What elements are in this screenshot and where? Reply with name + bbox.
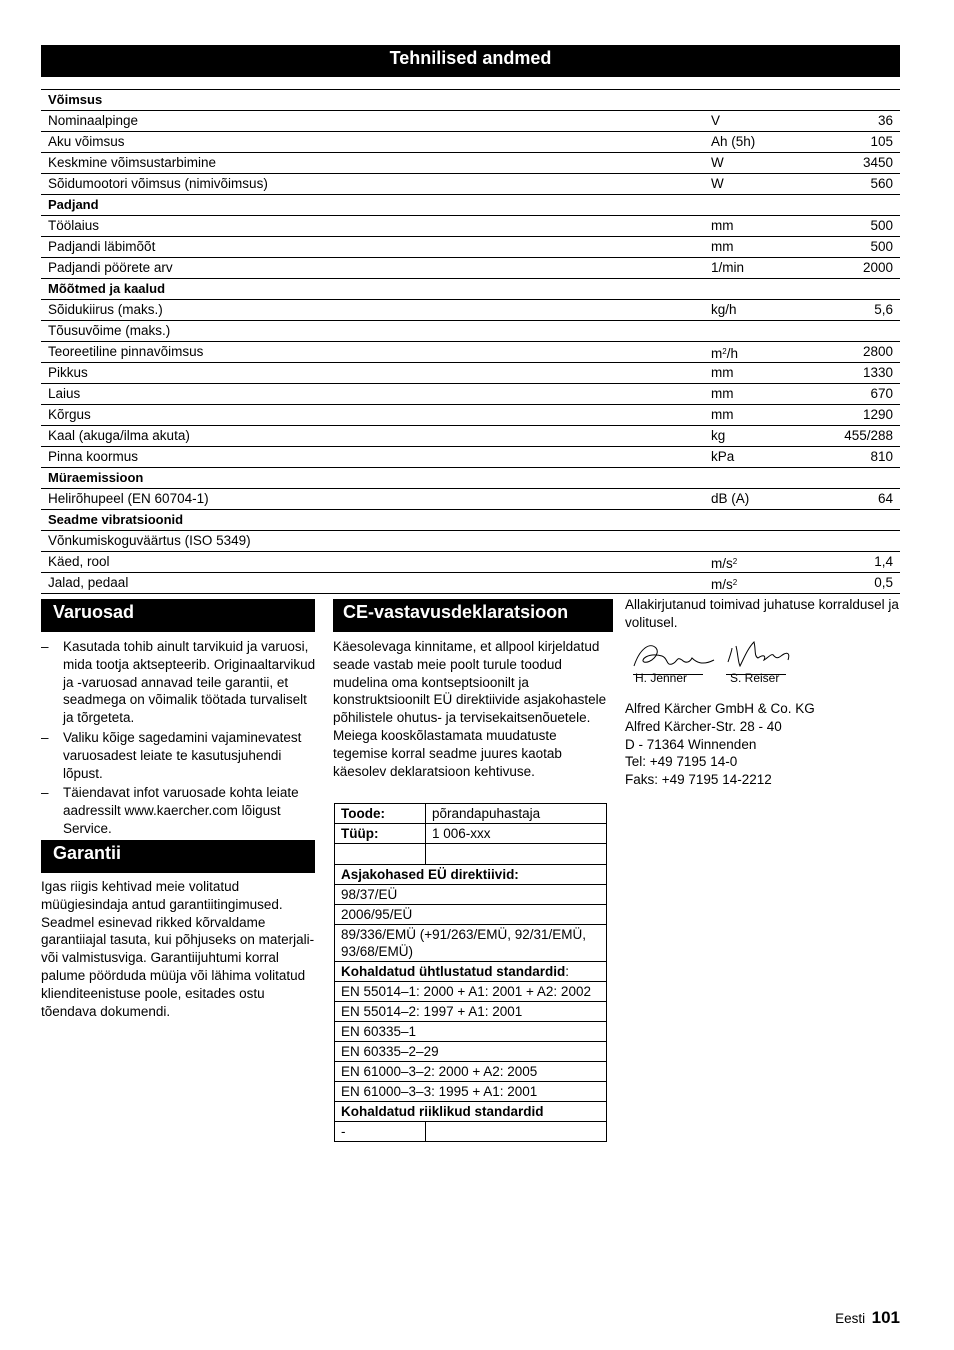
- spec-row: [41, 111, 900, 132]
- spec-unit: kg/h: [711, 302, 737, 317]
- type-value: 1 006-xxx: [426, 824, 607, 844]
- company-tel: Tel: +49 7195 14-0: [625, 754, 738, 770]
- spec-row: [41, 132, 900, 153]
- spec-label: Padjandi läbimõõt: [48, 239, 156, 254]
- spec-unit: mm: [711, 239, 734, 254]
- ce-heading: CE-vastavusdeklaratsioon: [333, 599, 613, 632]
- spec-value: 64: [877, 491, 893, 506]
- empty-cell: [426, 1122, 607, 1142]
- spec-label: Laius: [48, 386, 81, 401]
- table-row: [335, 962, 607, 982]
- spec-label: Aku võimsus: [48, 134, 125, 149]
- table-row: [335, 865, 607, 885]
- varuosad-section: [41, 638, 317, 840]
- spec-unit: mm: [711, 218, 734, 233]
- company-city: D - 71364 Winnenden: [625, 736, 757, 752]
- spec-label: Sõidumootori võimsus (nimivõimsus): [48, 176, 268, 191]
- spec-value: 455/288: [844, 428, 893, 443]
- product-label: Toode:: [335, 804, 426, 824]
- spec-table: [41, 89, 900, 594]
- signer-name-1: H. Jenner: [635, 671, 688, 685]
- spec-row: [41, 573, 900, 594]
- table-row: [335, 885, 607, 905]
- spec-value: 2000: [862, 260, 893, 275]
- spec-value: 5,6: [874, 302, 893, 317]
- spec-row: [41, 489, 900, 510]
- spec-value: 36: [877, 113, 893, 128]
- standard-item: EN 55014–1: 2000 + A1: 2001 + A2: 2002: [335, 982, 607, 1002]
- spec-label: Padjand: [48, 197, 99, 212]
- spec-unit-sup: 2: [722, 347, 727, 356]
- company-fax: Faks: +49 7195 14-2212: [625, 772, 772, 788]
- spec-row: [41, 384, 900, 405]
- spec-unit-suffix: /h: [726, 346, 738, 361]
- spec-label: Käed, rool: [48, 554, 110, 569]
- spec-unit-sup: 2: [732, 578, 738, 587]
- spec-value: 810: [870, 449, 893, 464]
- spec-label: Helirõhupeel (EN 60704-1): [48, 491, 209, 506]
- spec-unit-base: m/s: [711, 556, 733, 571]
- spec-value: 0,5: [874, 575, 893, 590]
- list-item: – Valiku kõige sagedamini vajaminevatest varuosadest leiate te kasutusjuhendi lõpust.: [41, 729, 317, 782]
- spec-unit-base: m/s: [711, 577, 733, 592]
- company-name: Alfred Kärcher GmbH & Co. KG: [625, 701, 815, 716]
- standard-item: EN 55014–2: 1997 + A1: 2001: [335, 1002, 607, 1022]
- ce-intro: Käesolevaga kinnitame, et allpool kirjeldatud seade vastab meie poolt turule toodud mudelina oma kontseptsioonilt ja konstruktsioonilt EÜ direktiivide asjakohastele põhilistele ohutus- ja tervisekaitsenõuetele. Meiega kooskõlastamata muudatuste tegemise korral seadme juures kaotab käesolev deklaratsioon kehtivuse.: [333, 639, 607, 779]
- spec-row: [41, 405, 900, 426]
- ce-table: [334, 803, 607, 1142]
- spec-unit: mm: [711, 365, 734, 380]
- table-row: [335, 1002, 607, 1022]
- list-item: – Täiendavat infot varuosade kohta leiate aadressilt www.kaercher.com lõigust Service.: [41, 784, 317, 837]
- spec-value: 560: [870, 176, 893, 191]
- spec-unit: mm: [711, 386, 734, 401]
- spec-label: Nominaalpinge: [48, 113, 139, 128]
- table-row: [335, 982, 607, 1002]
- national-heading: Kohaldatud riiklikud standardid: [335, 1102, 607, 1122]
- table-row: [335, 804, 607, 824]
- spec-value: 2800: [862, 344, 893, 359]
- spec-label: Pinna koormus: [48, 449, 139, 464]
- spec-unit: V: [711, 113, 721, 128]
- spec-row: [41, 174, 900, 195]
- harmonized-heading: Kohaldatud ühtlustatud standardid: [341, 964, 566, 979]
- spec-unit: W: [711, 155, 724, 170]
- garantii-heading: Garantii: [41, 840, 315, 873]
- spec-value: 670: [870, 386, 893, 401]
- spec-label: Töölaius: [48, 218, 100, 233]
- spec-label: Võnkumiskoguväärtus (ISO 5349): [48, 533, 251, 548]
- signatures-intro: Allakirjutanud toimivad juhatuse korraldusel ja volitusel.: [625, 597, 899, 630]
- page-number: 101: [871, 1308, 900, 1327]
- spec-unit-base: m: [711, 346, 723, 361]
- directives-heading: Asjakohased EÜ direktiivid:: [335, 865, 607, 885]
- standard-item: EN 60335–2–29: [335, 1042, 607, 1062]
- table-row: [335, 925, 607, 962]
- spec-label: Müraemissioon: [48, 470, 144, 485]
- spec-value: 1290: [862, 407, 893, 422]
- spec-row: [41, 258, 900, 279]
- spec-row: [41, 531, 900, 552]
- spec-row: [41, 300, 900, 321]
- spec-row: [41, 342, 900, 363]
- table-row: [335, 905, 607, 925]
- varuosad-list: [41, 638, 317, 838]
- spec-value: 3450: [862, 155, 893, 170]
- spec-label: Kõrgus: [48, 407, 91, 422]
- harmonized-heading-cell: [335, 962, 607, 982]
- standard-item: EN 60335–1: [335, 1022, 607, 1042]
- spec-unit: kPa: [711, 449, 735, 464]
- spec-row: [41, 447, 900, 468]
- spec-value: 500: [870, 239, 893, 254]
- spec-section-heading: [41, 510, 900, 531]
- table-row: [335, 1022, 607, 1042]
- spec-label: Sõidukiirus (maks.): [48, 302, 163, 317]
- table-row: [335, 824, 607, 844]
- spec-value: 1,4: [874, 554, 893, 569]
- spec-label: Mõõtmed ja kaalud: [48, 281, 166, 296]
- spec-row: [41, 426, 900, 447]
- type-label: Tüüp:: [335, 824, 426, 844]
- varuosad-heading: Varuosad: [41, 599, 315, 632]
- spec-unit: 1/min: [711, 260, 745, 275]
- directive-item: 2006/95/EÜ: [335, 905, 607, 925]
- spec-unit-sup: 2: [732, 557, 738, 566]
- footer-language: Eesti: [835, 1311, 866, 1326]
- company-street: Alfred Kärcher-Str. 28 - 40: [625, 718, 782, 734]
- garantii-text: Igas riigis kehtivad meie volitatud müügiesindaja antud garantiitingimused. Seadmel esinevad rikked kõrvaldame garantiiajal tasuta, kui põhjuseks on materjali- või valmistusviga. Garantiijuhtumi korral palume pöörduda müüja või lähima volitatud klienditeenistuse poole, esitades ostu tõendava dokumendi.: [41, 879, 315, 1019]
- table-row: [335, 1102, 607, 1122]
- spec-unit: kg: [711, 428, 726, 443]
- table-row: [335, 1082, 607, 1102]
- spec-row: [41, 237, 900, 258]
- spec-label: Võimsus: [48, 92, 103, 107]
- spec-unit: [711, 573, 737, 594]
- table-row: [335, 1122, 607, 1142]
- table-row: [335, 1042, 607, 1062]
- spec-label: Kaal (akuga/ilma akuta): [48, 428, 190, 443]
- spec-label: Seadme vibratsioonid: [48, 512, 184, 527]
- spec-label: Padjandi pöörete arv: [48, 260, 173, 275]
- spec-row: [41, 153, 900, 174]
- spec-unit: dB (A): [711, 491, 750, 506]
- spec-row: [41, 321, 900, 342]
- standard-item: EN 61000–3–2: 2000 + A2: 2005: [335, 1062, 607, 1082]
- spec-row: [41, 363, 900, 384]
- spec-section-heading: [41, 195, 900, 216]
- empty-cell: [335, 844, 426, 865]
- list-item: – Kasutada tohib ainult tarvikuid ja varuosi, mida tootja aktsepteerib. Originaaltarvikud ja -varuosad annavad teile garantii, et seadmega on võimalik töötada turvaliselt ja tõrgeteta.: [41, 638, 317, 727]
- spec-unit: [711, 342, 738, 363]
- footer: [835, 1308, 900, 1328]
- national-value: -: [335, 1122, 426, 1142]
- spec-section-heading: [41, 90, 900, 111]
- spec-value: 105: [870, 134, 893, 149]
- spec-row: [41, 552, 900, 573]
- company-address: [625, 700, 905, 789]
- spec-label: Teoreetiline pinnavõimsus: [48, 344, 204, 359]
- table-row: [335, 844, 607, 865]
- spec-label: Pikkus: [48, 365, 88, 380]
- spec-label: Keskmine võimsustarbimine: [48, 155, 217, 170]
- spec-label: Tõusuvõime (maks.): [48, 323, 171, 338]
- spec-value: 500: [870, 218, 893, 233]
- table-row: [335, 1062, 607, 1082]
- product-value: põrandapuhastaja: [426, 804, 607, 824]
- spec-row: [41, 216, 900, 237]
- directive-item: 89/336/EMÜ (+91/263/EMÜ, 92/31/EMÜ, 93/68/EMÜ): [335, 925, 607, 962]
- spec-section-heading: [41, 279, 900, 300]
- spec-section-heading: [41, 468, 900, 489]
- empty-cell: [426, 844, 607, 865]
- page-title: Tehnilised andmed: [41, 45, 900, 77]
- spec-unit: Ah (5h): [711, 134, 756, 149]
- signer-name-2: S. Reiser: [730, 671, 780, 685]
- spec-unit: mm: [711, 407, 734, 422]
- spec-unit: [711, 552, 737, 573]
- standard-item: EN 61000–3–3: 1995 + A1: 2001: [335, 1082, 607, 1102]
- spec-label: Jalad, pedaal: [48, 575, 129, 590]
- spec-value: 1330: [862, 365, 893, 380]
- spec-unit: W: [711, 176, 724, 191]
- directive-item: 98/37/EÜ: [335, 885, 607, 905]
- harmonized-colon: :: [565, 964, 570, 979]
